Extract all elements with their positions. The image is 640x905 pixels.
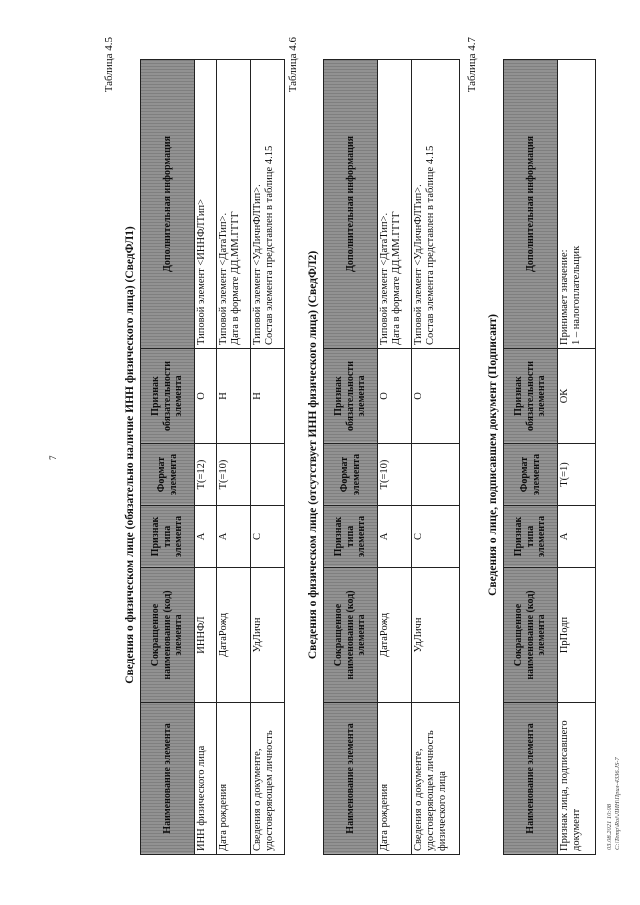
table-row bbox=[251, 60, 285, 855]
cell-name: Дата рождения bbox=[378, 703, 412, 855]
cell-name: ИНН физического лица bbox=[195, 703, 217, 855]
table-caption-4-7: Сведения о лице, подписавшем документ (Подписант) bbox=[487, 314, 499, 596]
info-line: Типовой элемент <ДатаТип>. bbox=[218, 212, 229, 345]
cell-required: ОК bbox=[558, 349, 596, 444]
table-row bbox=[558, 60, 596, 855]
cell-code: ДатаРожд bbox=[217, 568, 251, 703]
cell-name: Дата рождения bbox=[217, 703, 251, 855]
table-row bbox=[378, 60, 412, 855]
header-type: Признак типа элемента bbox=[504, 506, 558, 568]
header-code: Сокращенное наименование (код) элемента bbox=[324, 568, 378, 703]
cell-info bbox=[195, 60, 217, 349]
table-header-row bbox=[504, 60, 558, 855]
header-code: Сокращенное наименование (код) элемента bbox=[141, 568, 195, 703]
cell-format bbox=[251, 444, 285, 506]
table-row bbox=[217, 60, 251, 855]
cell-info bbox=[378, 60, 412, 349]
info-line: Состав элемента представлен в таблице 4.15 bbox=[264, 145, 276, 345]
header-type: Признак типа элемента bbox=[324, 506, 378, 568]
info-line: Типовой элемент <УдЛичнФЛТип>. bbox=[252, 184, 263, 345]
cell-code: УдЛичн bbox=[251, 568, 285, 703]
header-format: Формат элемента bbox=[324, 444, 378, 506]
header-name: Наименование элемента bbox=[141, 703, 195, 855]
cell-required: Н bbox=[217, 349, 251, 444]
info-line: Дата в формате ДД.ММ.ГГГГ bbox=[391, 211, 403, 345]
cell-code: УдЛичн bbox=[412, 568, 460, 703]
cell-info bbox=[217, 60, 251, 349]
table-caption-4-6: Сведения о физическом лице (отсутствует ИНН физического лица) (СведФЛ2) bbox=[307, 250, 319, 660]
table-number-4-5: Таблица 4.5 bbox=[103, 37, 115, 93]
header-name: Наименование элемента bbox=[504, 703, 558, 855]
header-info: Дополнительная информация bbox=[141, 60, 195, 349]
header-type: Признак типа элемента bbox=[141, 506, 195, 568]
header-format: Формат элемента bbox=[141, 444, 195, 506]
header-info: Дополнительная информация bbox=[324, 60, 378, 349]
footer-date: 03.08.2021 10:08 bbox=[606, 803, 613, 850]
print-footer bbox=[606, 590, 622, 850]
table-caption-4-5: Сведения о физическом лице (обязательно наличие ИНН физического лица) (СведФЛ1) bbox=[124, 226, 136, 684]
cell-format: T(=10) bbox=[378, 444, 412, 506]
cell-required: О bbox=[412, 349, 460, 444]
cell-type: А bbox=[558, 506, 596, 568]
table-number-4-7: Таблица 4.7 bbox=[466, 37, 478, 93]
cell-type: С bbox=[412, 506, 460, 568]
header-required: Признак обязательности элемента bbox=[324, 349, 378, 444]
cell-format bbox=[412, 444, 460, 506]
cell-required: Н bbox=[251, 349, 285, 444]
page-number: 7 bbox=[48, 455, 58, 460]
header-info: Дополнительная информация bbox=[504, 60, 558, 349]
table-4-6 bbox=[323, 59, 460, 855]
info-line: Типовой элемент <УдЛичнФЛТип>. bbox=[413, 184, 424, 345]
info-line: Дата в формате ДД.ММ.ГГГГ bbox=[230, 211, 242, 345]
header-format: Формат элемента bbox=[504, 444, 558, 506]
cell-code: ПрПодп bbox=[558, 568, 596, 703]
cell-type: А bbox=[378, 506, 412, 568]
table-header-row bbox=[324, 60, 378, 855]
cell-code: ДатаРожд bbox=[378, 568, 412, 703]
table-4-5 bbox=[140, 59, 285, 855]
table-4-7 bbox=[503, 59, 596, 855]
cell-format: T(=10) bbox=[217, 444, 251, 506]
cell-type: С bbox=[251, 506, 285, 568]
cell-format: T(=12) bbox=[195, 444, 217, 506]
cell-info bbox=[251, 60, 285, 349]
info-line: Типовой элемент <ДатаТип>. bbox=[379, 212, 390, 345]
cell-type: А bbox=[217, 506, 251, 568]
cell-format: T(=1) bbox=[558, 444, 596, 506]
header-required: Признак обязательности элемента bbox=[141, 349, 195, 444]
header-required: Признак обязательности элемента bbox=[504, 349, 558, 444]
cell-type: А bbox=[195, 506, 217, 568]
header-name: Наименование элемента bbox=[324, 703, 378, 855]
cell-name: Признак лица, подписавшего документ bbox=[558, 703, 596, 855]
cell-code: ИННФЛ bbox=[195, 568, 217, 703]
cell-required: О bbox=[195, 349, 217, 444]
cell-info bbox=[558, 60, 596, 349]
cell-name: Сведения о документе, удостоверяющем личность bbox=[251, 703, 285, 855]
info-line: Типовой элемент <ИННФЛТип> bbox=[196, 199, 207, 345]
cell-required: О bbox=[378, 349, 412, 444]
table-row bbox=[195, 60, 217, 855]
info-line: Состав элемента представлен в таблице 4.15 bbox=[425, 145, 437, 345]
header-code: Сокращенное наименование (код) элемента bbox=[504, 568, 558, 703]
table-row bbox=[412, 60, 460, 855]
footer-path: C:\Temp\Roi\ЛИН\Прил-4336.JS-7 bbox=[613, 757, 621, 850]
cell-info bbox=[412, 60, 460, 349]
info-line: Принимает значение: bbox=[559, 249, 570, 345]
info-line: 1 – налогоплательщик bbox=[571, 245, 583, 345]
table-header-row bbox=[141, 60, 195, 855]
cell-name: Сведения о документе, удостоверяющем личность физического лица bbox=[412, 703, 460, 855]
table-number-4-6: Таблица 4.6 bbox=[287, 37, 299, 93]
